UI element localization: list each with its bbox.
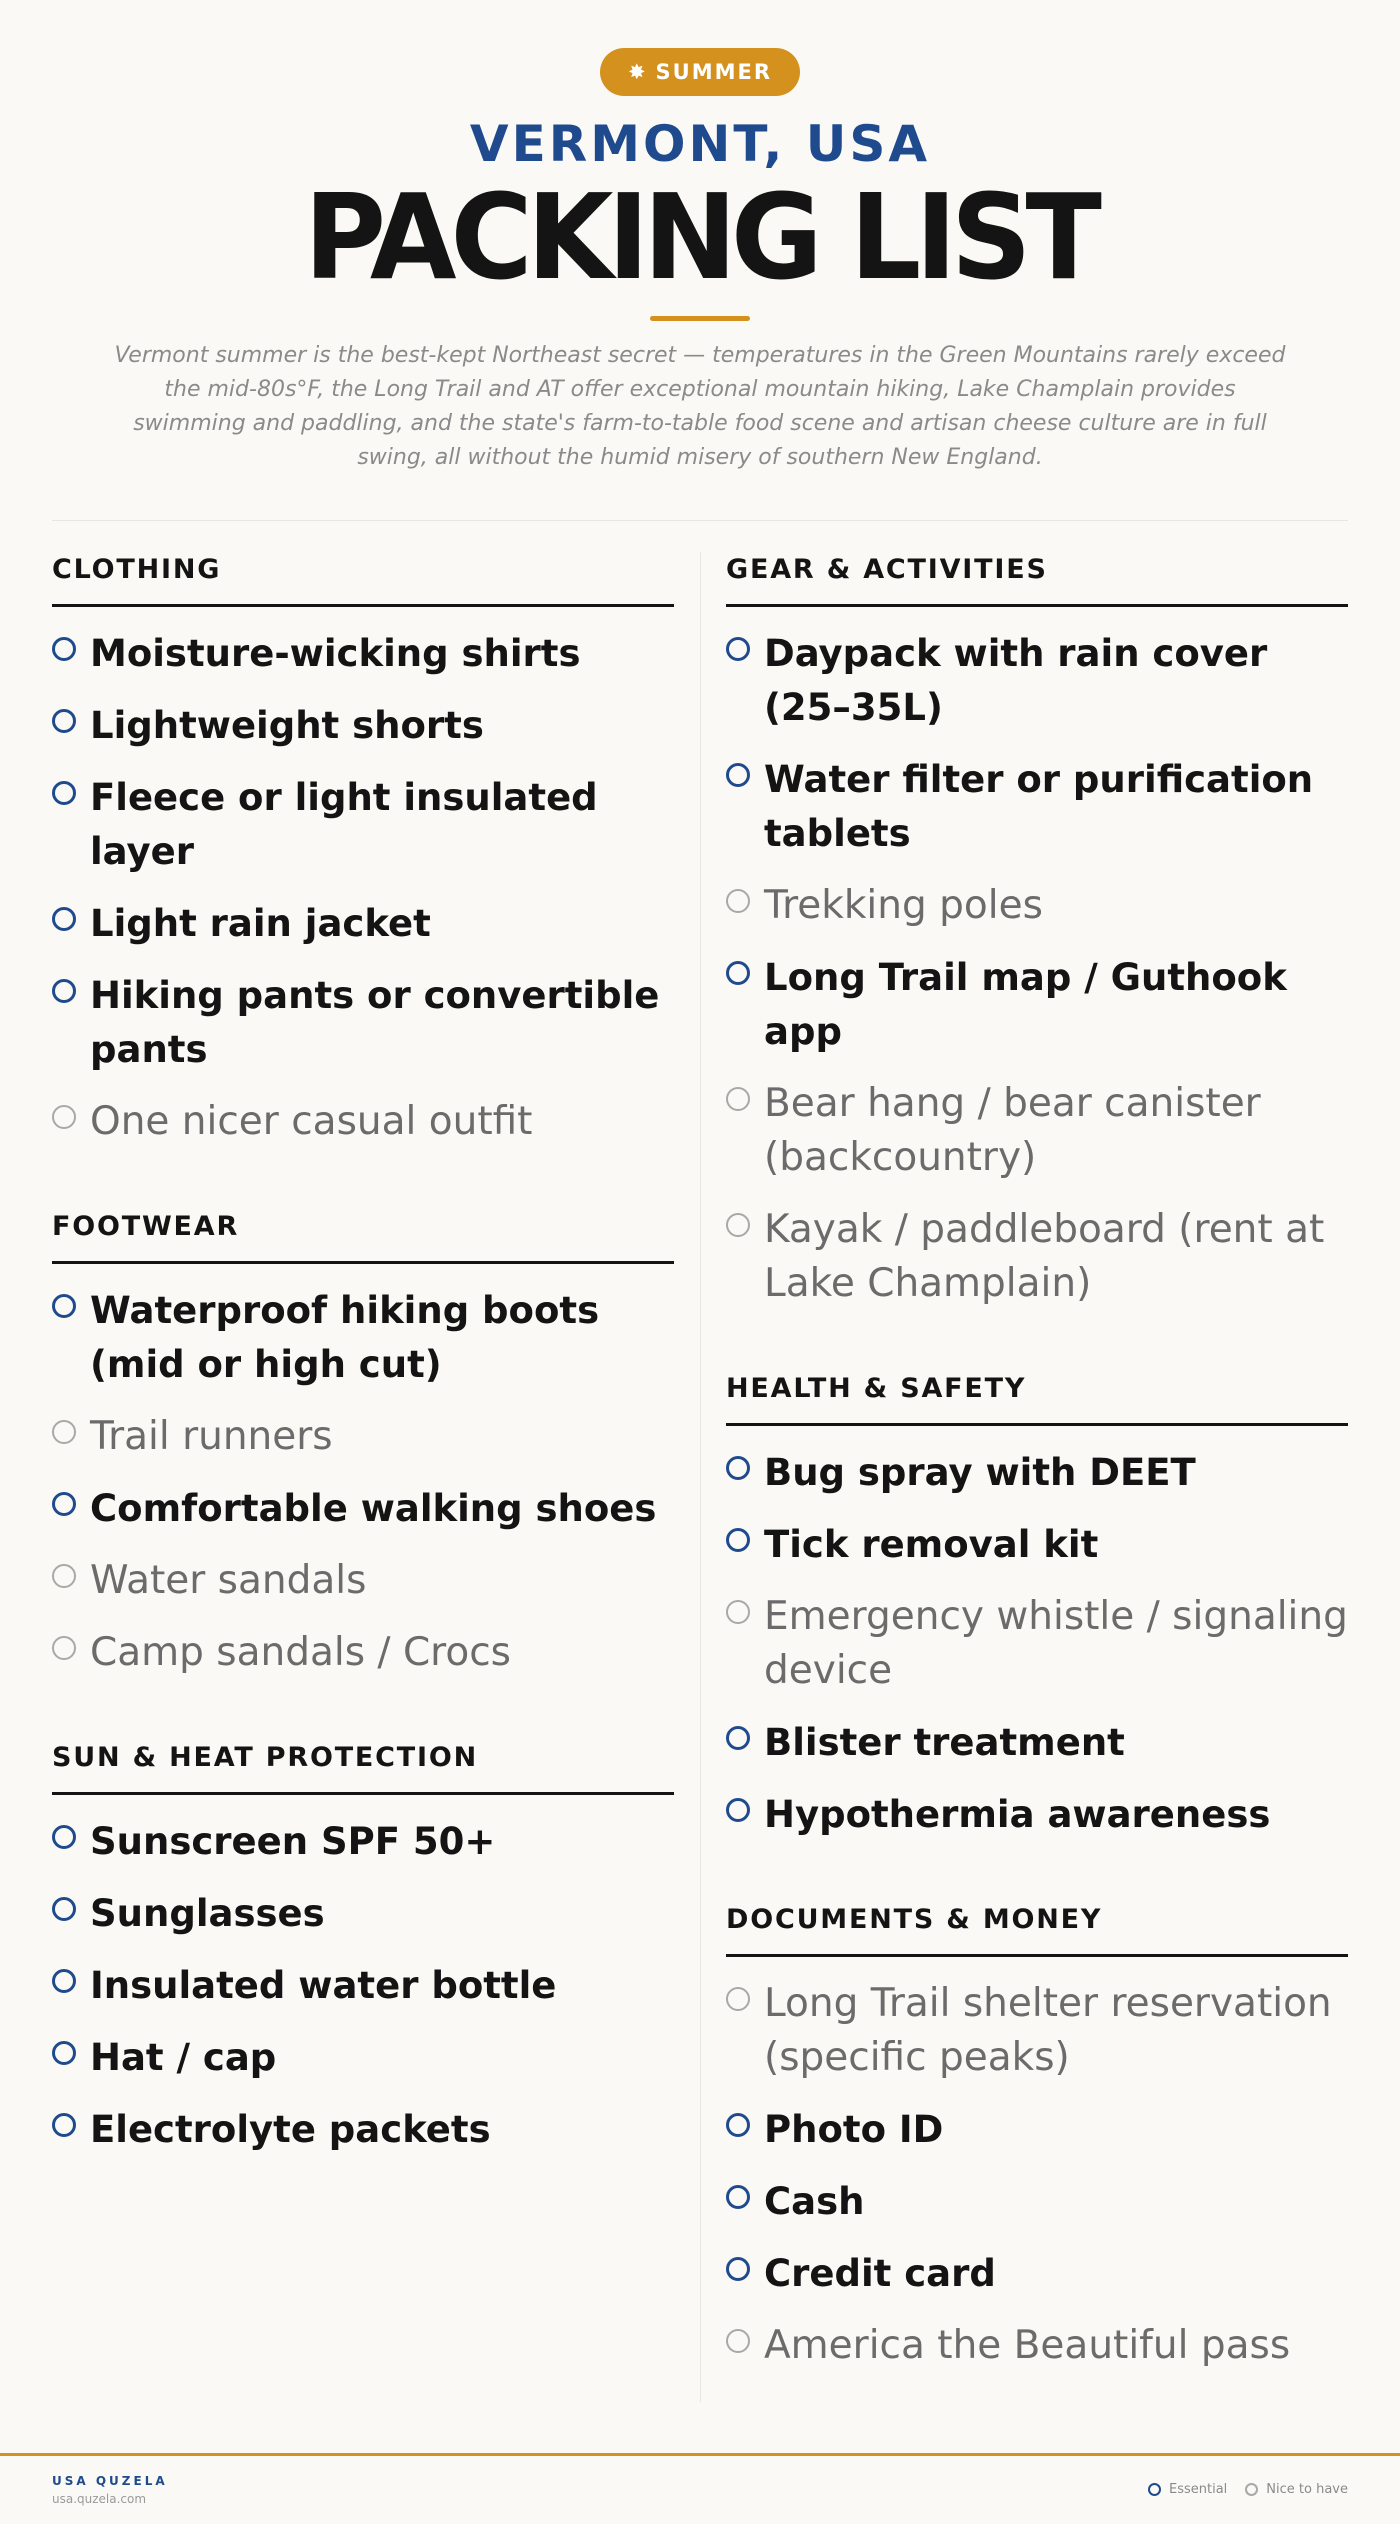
checklist-item-label: Trail runners [90,1414,333,1459]
checklist-item[interactable] [726,879,1348,933]
checklist-item-label: Blister treatment [764,1721,1125,1764]
nice-circle-icon[interactable] [52,1636,76,1660]
checklist-item-label: Waterproof hiking boots (mid or high cut) [90,1289,600,1386]
checklist-item-label: Bug spray with DEET [764,1451,1196,1494]
essential-circle-icon[interactable] [726,1456,750,1480]
nice-circle-icon[interactable] [52,1105,76,1129]
checklist-item-label: Lightweight shorts [90,704,484,747]
checklist-item-label: Credit card [764,2252,996,2295]
page-title: PACKING LIST [304,169,1096,307]
checklist-item[interactable] [52,1482,674,1536]
nice-circle-icon[interactable] [726,1600,750,1624]
section-title: GEAR & ACTIVITIES [726,552,1348,607]
checklist-item-label: America the Beautiful pass [764,2323,1291,2368]
checklist-item[interactable] [726,1077,1348,1185]
legend-essential-label: Essential [1169,2482,1228,2497]
essential-circle-icon[interactable] [52,781,76,805]
checklist-item-label: Water sandals [90,1558,367,1603]
checklist-item-label: Light rain jacket [90,902,431,945]
checklist-item[interactable] [726,1203,1348,1311]
nice-circle-icon[interactable] [726,1087,750,1111]
essential-circle-icon[interactable] [52,2041,76,2065]
checklist-item[interactable] [726,2247,1348,2301]
checklist-item-label: Daypack with rain cover (25–35L) [764,632,1268,729]
essential-circle-icon[interactable] [52,1969,76,1993]
nice-circle-icon[interactable] [726,1213,750,1237]
essential-circle-icon[interactable] [52,907,76,931]
section-sun-and-heat-protection [52,1740,674,2157]
checklist-item-label: Photo ID [764,2108,944,2151]
essential-circle-icon[interactable] [726,2113,750,2137]
checklist-item-label: Moisture-wicking shirts [90,632,581,675]
essential-circle-icon[interactable] [52,979,76,1003]
checklist-item-label: Tick removal kit [764,1523,1099,1566]
checklist-item[interactable] [726,2103,1348,2157]
checklist-item-label: Long Trail map / Guthook app [764,956,1287,1053]
checklist-item[interactable] [52,897,674,951]
checklist-item-label: Sunglasses [90,1892,325,1935]
checklist-item-label: Trekking poles [764,883,1043,928]
checklist-item-label: Bear hang / bear canister (backcountry) [764,1081,1261,1180]
legend-essential [1148,2482,1227,2497]
top-divider [52,520,1348,521]
essential-circle-icon[interactable] [726,637,750,661]
nice-circle-icon[interactable] [726,2329,750,2353]
essential-circle-icon[interactable] [52,1294,76,1318]
checklist-item[interactable] [52,1284,674,1392]
checklist-item-label: Fleece or light insulated layer [90,776,598,873]
season-badge [600,48,800,96]
checklist-item-label: Camp sandals / Crocs [90,1630,511,1675]
checklist-item[interactable] [52,1410,674,1464]
checklist-item[interactable] [726,753,1348,861]
section-clothing [52,552,674,1149]
checklist-item-label: Hat / cap [90,2036,277,2079]
legend-nice-label: Nice to have [1266,2482,1348,2497]
essential-circle-icon[interactable] [726,961,750,985]
nice-circle-icon[interactable] [726,1987,750,2011]
essential-circle-icon[interactable] [726,1528,750,1552]
nice-circle-icon [1245,2483,1258,2496]
checklist-item[interactable] [52,771,674,879]
essential-circle-icon[interactable] [52,709,76,733]
section-gear-and-activities [726,552,1348,1311]
essential-circle-icon[interactable] [726,1798,750,1822]
right-column [726,552,1348,2433]
checklist-item-label: Hypothermia awareness [764,1793,1271,1836]
essential-circle-icon[interactable] [726,2257,750,2281]
checklist-item[interactable] [52,2103,674,2157]
checklist-item-label: Kayak / paddleboard (rent at Lake Champlain) [764,1207,1325,1306]
essential-circle-icon[interactable] [726,2185,750,2209]
column-divider [700,552,701,2402]
checklist-item[interactable] [52,1554,674,1608]
essential-circle-icon[interactable] [52,637,76,661]
checklist-item[interactable] [726,1788,1348,1842]
checklist-item-label: Long Trail shelter reservation (specific peaks) [764,1981,1332,2080]
checklist-item[interactable] [726,1716,1348,1770]
checklist-item[interactable] [52,1626,674,1680]
checklist-item-label: Insulated water bottle [90,1964,557,2007]
checklist-item[interactable] [52,2031,674,2085]
legend [1148,2482,1348,2497]
checklist-item-label: One nicer casual outfit [90,1099,533,1144]
section-footwear [52,1209,674,1680]
section-health-and-safety [726,1371,1348,1842]
section-title: SUN & HEAT PROTECTION [52,1740,674,1795]
title-underline [650,316,750,321]
checklist-item-label: Water filter or purification tablets [764,758,1314,855]
checklist-item[interactable] [52,627,674,681]
footer-rule [0,2453,1400,2456]
checklist-item[interactable] [52,1095,674,1149]
essential-circle-icon [1148,2483,1161,2496]
section-title: CLOTHING [52,552,674,607]
checklist-item[interactable] [726,1977,1348,2085]
season-badge-label: SUMMER [655,60,773,84]
left-column [52,552,674,2217]
checklist-item-label: Emergency whistle / signaling device [764,1594,1348,1693]
intro-paragraph: Vermont summer is the best-kept Northeast secret — temperatures in the Green Mountains rarely exceed the mid-80s°F, the Long Trail and AT offer exceptional mountain hiking, Lake Champlain provides swimming and paddling, and the state's farm-to-table food scene and artisan cheese culture are in full swing, all without the humid misery of southern New England. [114,343,1286,470]
sun-icon: ✸ [627,60,648,84]
essential-circle-icon[interactable] [726,763,750,787]
section-title: FOOTWEAR [52,1209,674,1264]
legend-nice [1245,2482,1348,2497]
checklist-item[interactable] [52,699,674,753]
section-title: DOCUMENTS & MONEY [726,1902,1348,1957]
checklist-item[interactable] [52,969,674,1077]
brand-name: USA QUZELA [52,2474,168,2488]
nice-circle-icon[interactable] [726,889,750,913]
checklist-item[interactable] [726,1518,1348,1572]
checklist-columns [52,552,1348,2404]
checklist-item[interactable] [726,2175,1348,2229]
essential-circle-icon[interactable] [52,1492,76,1516]
essential-circle-icon[interactable] [52,1897,76,1921]
essential-circle-icon[interactable] [52,2113,76,2137]
checklist-item[interactable] [726,627,1348,735]
checklist-item-label: Comfortable walking shoes [90,1487,657,1530]
checklist-item-label: Sunscreen SPF 50+ [90,1820,496,1863]
section-documents-and-money [726,1902,1348,2373]
checklist-item-label: Cash [764,2180,865,2223]
checklist-item[interactable] [726,1590,1348,1698]
brand-url: usa.quzela.com [52,2492,147,2506]
nice-circle-icon[interactable] [52,1564,76,1588]
checklist-item-label: Hiking pants or convertible pants [90,974,660,1071]
checklist-item[interactable] [726,951,1348,1059]
nice-circle-icon[interactable] [52,1420,76,1444]
region-title: VERMONT, USA [469,115,931,173]
checklist-item[interactable] [726,1446,1348,1500]
section-title: HEALTH & SAFETY [726,1371,1348,1426]
checklist-item[interactable] [726,2319,1348,2373]
checklist-item-label: Electrolyte packets [90,2108,491,2151]
checklist-item[interactable] [52,1887,674,1941]
header [0,0,1400,475]
essential-circle-icon[interactable] [726,1726,750,1750]
checklist-item[interactable] [52,1815,674,1869]
checklist-item[interactable] [52,1959,674,2013]
essential-circle-icon[interactable] [52,1825,76,1849]
